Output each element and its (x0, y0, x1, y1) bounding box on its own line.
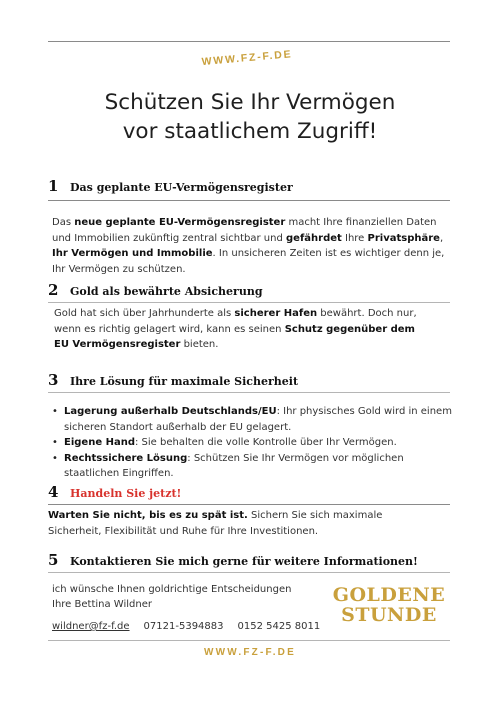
section-2-rule (48, 302, 450, 303)
section-4-number: 4 (48, 483, 59, 501)
body-text: Ihre (341, 232, 368, 244)
contact-row (52, 621, 320, 632)
bullet-item (52, 404, 452, 435)
body-text: , (439, 232, 444, 244)
signoff (52, 582, 291, 612)
section-3-heading (48, 371, 298, 391)
phone-number[interactable]: 07121-5394883 (143, 621, 224, 632)
top-rule (48, 41, 450, 42)
bullet-1-text: : Ihr physisches Gold wird in einem sicheren Standort außerhalb der EU gelagert. (64, 406, 452, 433)
section-3-title: Ihre Lösung für maximale Sicherheit (70, 375, 299, 388)
body-text: Sichern Sie sich maximale Sicherheit, Flexibilität und Ruhe für Ihre Investitionen. (48, 510, 383, 537)
website-top[interactable]: WWW.FZ-F.DE (201, 48, 293, 69)
website-bottom[interactable]: WWW.FZ-F.DE (204, 647, 296, 658)
section-1-number: 1 (48, 177, 59, 195)
bullet-item (52, 451, 452, 482)
goldene-stunde-logo (326, 585, 452, 625)
section-4-title: Handeln Sie jetzt! (70, 487, 182, 500)
signoff-line-1: ich wünsche Ihnen goldrichtige Entscheidungen (52, 584, 292, 595)
body-text: macht Ihre finanziellen Daten und Immobilien zukünftig zentral sichtbar und (52, 217, 437, 244)
emphasis-text: Privatsphäre (367, 232, 440, 244)
section-3-bullets (52, 404, 452, 482)
bullet-2-bold: Eigene Hand (64, 437, 135, 448)
body-text: . In unsicheren Zeiten ist es wichtiger denn je, Ihr Vermögen zu schützen. (52, 248, 445, 275)
section-1-rule (48, 200, 450, 201)
bullet-3-bold: Rechtssichere Lösung (64, 452, 188, 464)
section-4-rule (48, 504, 450, 505)
emphasis-text: Ihr Vermögen und Immobilie (52, 248, 213, 259)
emphasis-text: neue geplante EU-Vermögensregister (74, 217, 286, 228)
bullet-2-text: : Sie behalten die volle Kontrolle über Ihr Vermögen. (134, 437, 397, 448)
bullet-1-bold: Lagerung außerhalb Deutschlands/EU (64, 406, 277, 417)
section-3-number: 3 (48, 371, 59, 389)
section-1-heading (48, 177, 293, 197)
emphasis-text: Warten Sie nicht, bis es zu spät ist. (48, 510, 248, 521)
emphasis-text: Schutz gegenüber dem EU Vermögensregister (54, 323, 415, 350)
section-1-title: Das geplante EU-Vermögensregister (70, 181, 293, 194)
bullet-item (52, 435, 452, 451)
bottom-rule (48, 640, 450, 641)
body-text: bieten. (180, 339, 219, 350)
body-text: Das (52, 217, 75, 228)
body-text: Gold hat sich über Jahrhunderte als (54, 308, 235, 319)
section-5-title: Kontaktieren Sie mich gerne für weitere Informationen! (70, 555, 418, 568)
body-text: bewährt. Doch nur, wenn es richtig gelagert wird, kann es seinen (54, 308, 417, 335)
section-2-heading (48, 281, 263, 301)
section-2-body (54, 306, 424, 353)
section-5-heading (48, 551, 418, 571)
headline-line-1: Schützen Sie Ihr Vermögen (104, 90, 396, 115)
section-4-heading (48, 483, 181, 503)
headline (50, 88, 450, 146)
section-2-title: Gold als bewährte Absicherung (70, 285, 263, 298)
logo-line-2: STUNDE (341, 604, 437, 626)
bullet-3-text: : Schützen Sie Ihr Vermögen vor möglichen staatlichen Eingriffen. (64, 452, 404, 479)
section-5-rule (48, 572, 450, 573)
mobile-number[interactable]: 0152 5425 8011 (237, 621, 321, 632)
section-3-rule (48, 392, 450, 393)
headline-line-2: vor staatlichem Zugriff! (122, 119, 378, 144)
emphasis-text: sicherer Hafen (234, 308, 318, 319)
section-4-body (48, 508, 438, 539)
signoff-line-2: Ihre Bettina Wildner (52, 599, 152, 610)
email-link[interactable]: wildner@fz-f.de (52, 621, 130, 632)
section-1-body (52, 215, 452, 277)
logo-line-1: GOLDENE (332, 584, 446, 606)
emphasis-text: gefährdet (286, 232, 342, 244)
section-5-number: 5 (48, 551, 59, 569)
section-2-number: 2 (48, 281, 59, 299)
